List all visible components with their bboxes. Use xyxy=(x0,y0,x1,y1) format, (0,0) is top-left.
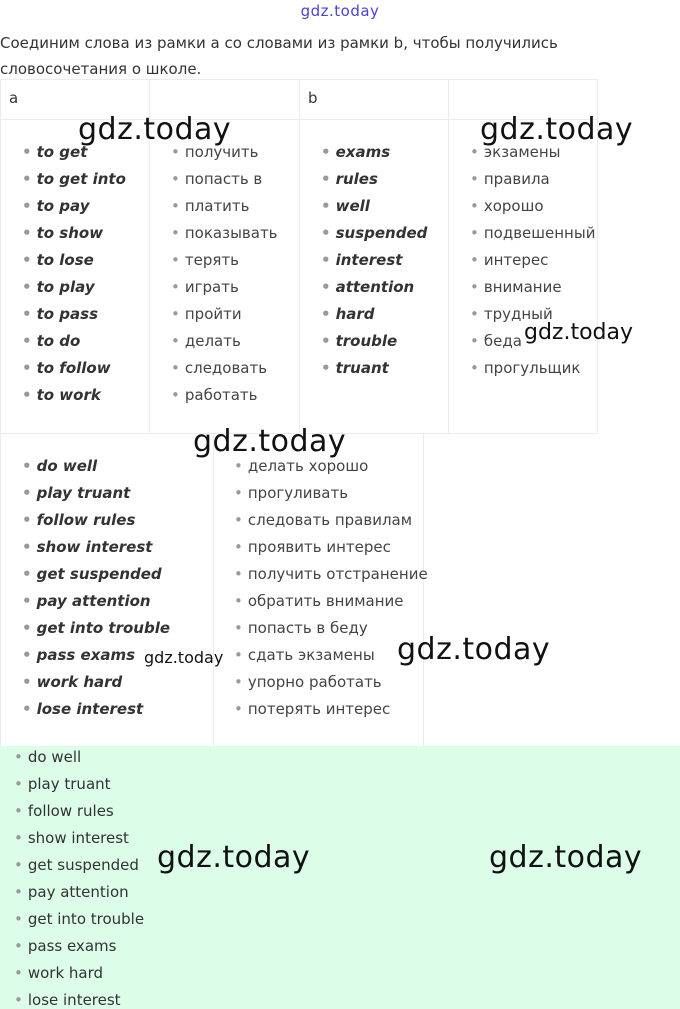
list-item: • do well xyxy=(22,457,98,475)
answer-block xyxy=(0,746,680,1009)
list-item: • показывать xyxy=(171,224,278,242)
nouns-list xyxy=(321,139,427,382)
list-item: • to lose xyxy=(22,251,94,269)
list-item: • play truant xyxy=(14,775,111,793)
list-item: • беда xyxy=(470,332,522,350)
list-item: • терять xyxy=(171,251,239,269)
list-item: • делать xyxy=(171,332,241,350)
list-item: • платить xyxy=(171,197,250,215)
list-item: • получить отстранение xyxy=(234,565,428,583)
list-item: • попасть в xyxy=(171,170,263,188)
watermark: gdz.today xyxy=(193,424,347,459)
list-item: • получить xyxy=(171,143,259,161)
verbs-list xyxy=(22,139,126,409)
collocations-list xyxy=(22,453,170,723)
list-item: • pay attention xyxy=(22,592,151,610)
list-item: • интерес xyxy=(470,251,549,269)
table1-header-a: a xyxy=(9,89,19,107)
list-item: • to follow xyxy=(22,359,111,377)
list-item: • трудный xyxy=(470,305,553,323)
list-item: • следовать xyxy=(171,359,268,377)
list-item: • экзамены xyxy=(470,143,561,161)
list-item: • get into trouble xyxy=(22,619,171,637)
list-item: • обратить внимание xyxy=(234,592,404,610)
list-item: • show interest xyxy=(22,538,153,556)
list-item: • to pass xyxy=(22,305,99,323)
list-item: • show interest xyxy=(14,829,129,847)
list-item: • work hard xyxy=(14,964,104,982)
list-item: • truant xyxy=(321,359,389,377)
list-item: • to work xyxy=(22,386,101,404)
list-item: • work hard xyxy=(22,673,123,691)
list-item: • делать хорошо xyxy=(234,457,369,475)
list-item: • прогульщик xyxy=(470,359,581,377)
site-logo[interactable]: gdz.today xyxy=(300,2,380,20)
watermark: gdz.today xyxy=(397,632,551,667)
list-item: • внимание xyxy=(470,278,562,296)
list-item: • прогуливать xyxy=(234,484,349,502)
list-item: • to get into xyxy=(22,170,126,188)
list-item: • hard xyxy=(321,305,375,323)
answer-list xyxy=(14,744,144,1009)
collocations-translation-list xyxy=(234,453,428,723)
list-item: • подвешенный xyxy=(470,224,596,242)
list-item: • follow rules xyxy=(14,802,114,820)
list-item: • pay attention xyxy=(14,883,129,901)
list-item: • to do xyxy=(22,332,81,350)
list-item: • get suspended xyxy=(14,856,139,874)
list-item: • to get xyxy=(22,143,88,161)
list-item: • хорошо xyxy=(470,197,544,215)
list-item: • get suspended xyxy=(22,565,162,583)
list-item: • сдать экзамены xyxy=(234,646,375,664)
list-item: • играть xyxy=(171,278,239,296)
list-item: • потерять интерес xyxy=(234,700,391,718)
list-item: • do well xyxy=(14,748,82,766)
watermark: gdz.today xyxy=(144,648,224,667)
list-item: • follow rules xyxy=(22,511,136,529)
list-item: • to play xyxy=(22,278,95,296)
verbs-translation-list xyxy=(171,139,278,409)
table1-head-b-cell xyxy=(299,79,449,120)
list-item: • rules xyxy=(321,170,378,188)
watermark: gdz.today xyxy=(489,840,643,875)
list-item: • exams xyxy=(321,143,391,161)
nouns-translation-list xyxy=(470,139,595,382)
list-item: • упорно работать xyxy=(234,673,382,691)
list-item: • well xyxy=(321,197,370,215)
watermark: gdz.today xyxy=(480,112,634,147)
list-item: • trouble xyxy=(321,332,398,350)
list-item: • попасть в беду xyxy=(234,619,368,637)
list-item: • правила xyxy=(470,170,550,188)
table1-header-b: b xyxy=(308,89,318,107)
list-item: • pass exams xyxy=(22,646,136,664)
list-item: • пройти xyxy=(171,305,242,323)
list-item: • проявить интерес xyxy=(234,538,391,556)
task-text: Соединим слова из рамки a со словами из рамки b, чтобы получились словосочетания о школе. xyxy=(0,34,558,78)
list-item: • attention xyxy=(321,278,415,296)
list-item: • to pay xyxy=(22,197,90,215)
list-item: • lose interest xyxy=(22,700,144,718)
watermark: gdz.today xyxy=(157,840,311,875)
list-item: • suspended xyxy=(321,224,428,242)
list-item: • to show xyxy=(22,224,104,242)
list-item: • interest xyxy=(321,251,403,269)
watermark: gdz.today xyxy=(524,320,634,345)
list-item: • работать xyxy=(171,386,258,404)
list-item: • play truant xyxy=(22,484,131,502)
list-item: • lose interest xyxy=(14,991,121,1009)
list-item: • pass exams xyxy=(14,937,117,955)
watermark: gdz.today xyxy=(78,112,232,147)
list-item: • следовать правилам xyxy=(234,511,413,529)
list-item: • get into trouble xyxy=(14,910,145,928)
